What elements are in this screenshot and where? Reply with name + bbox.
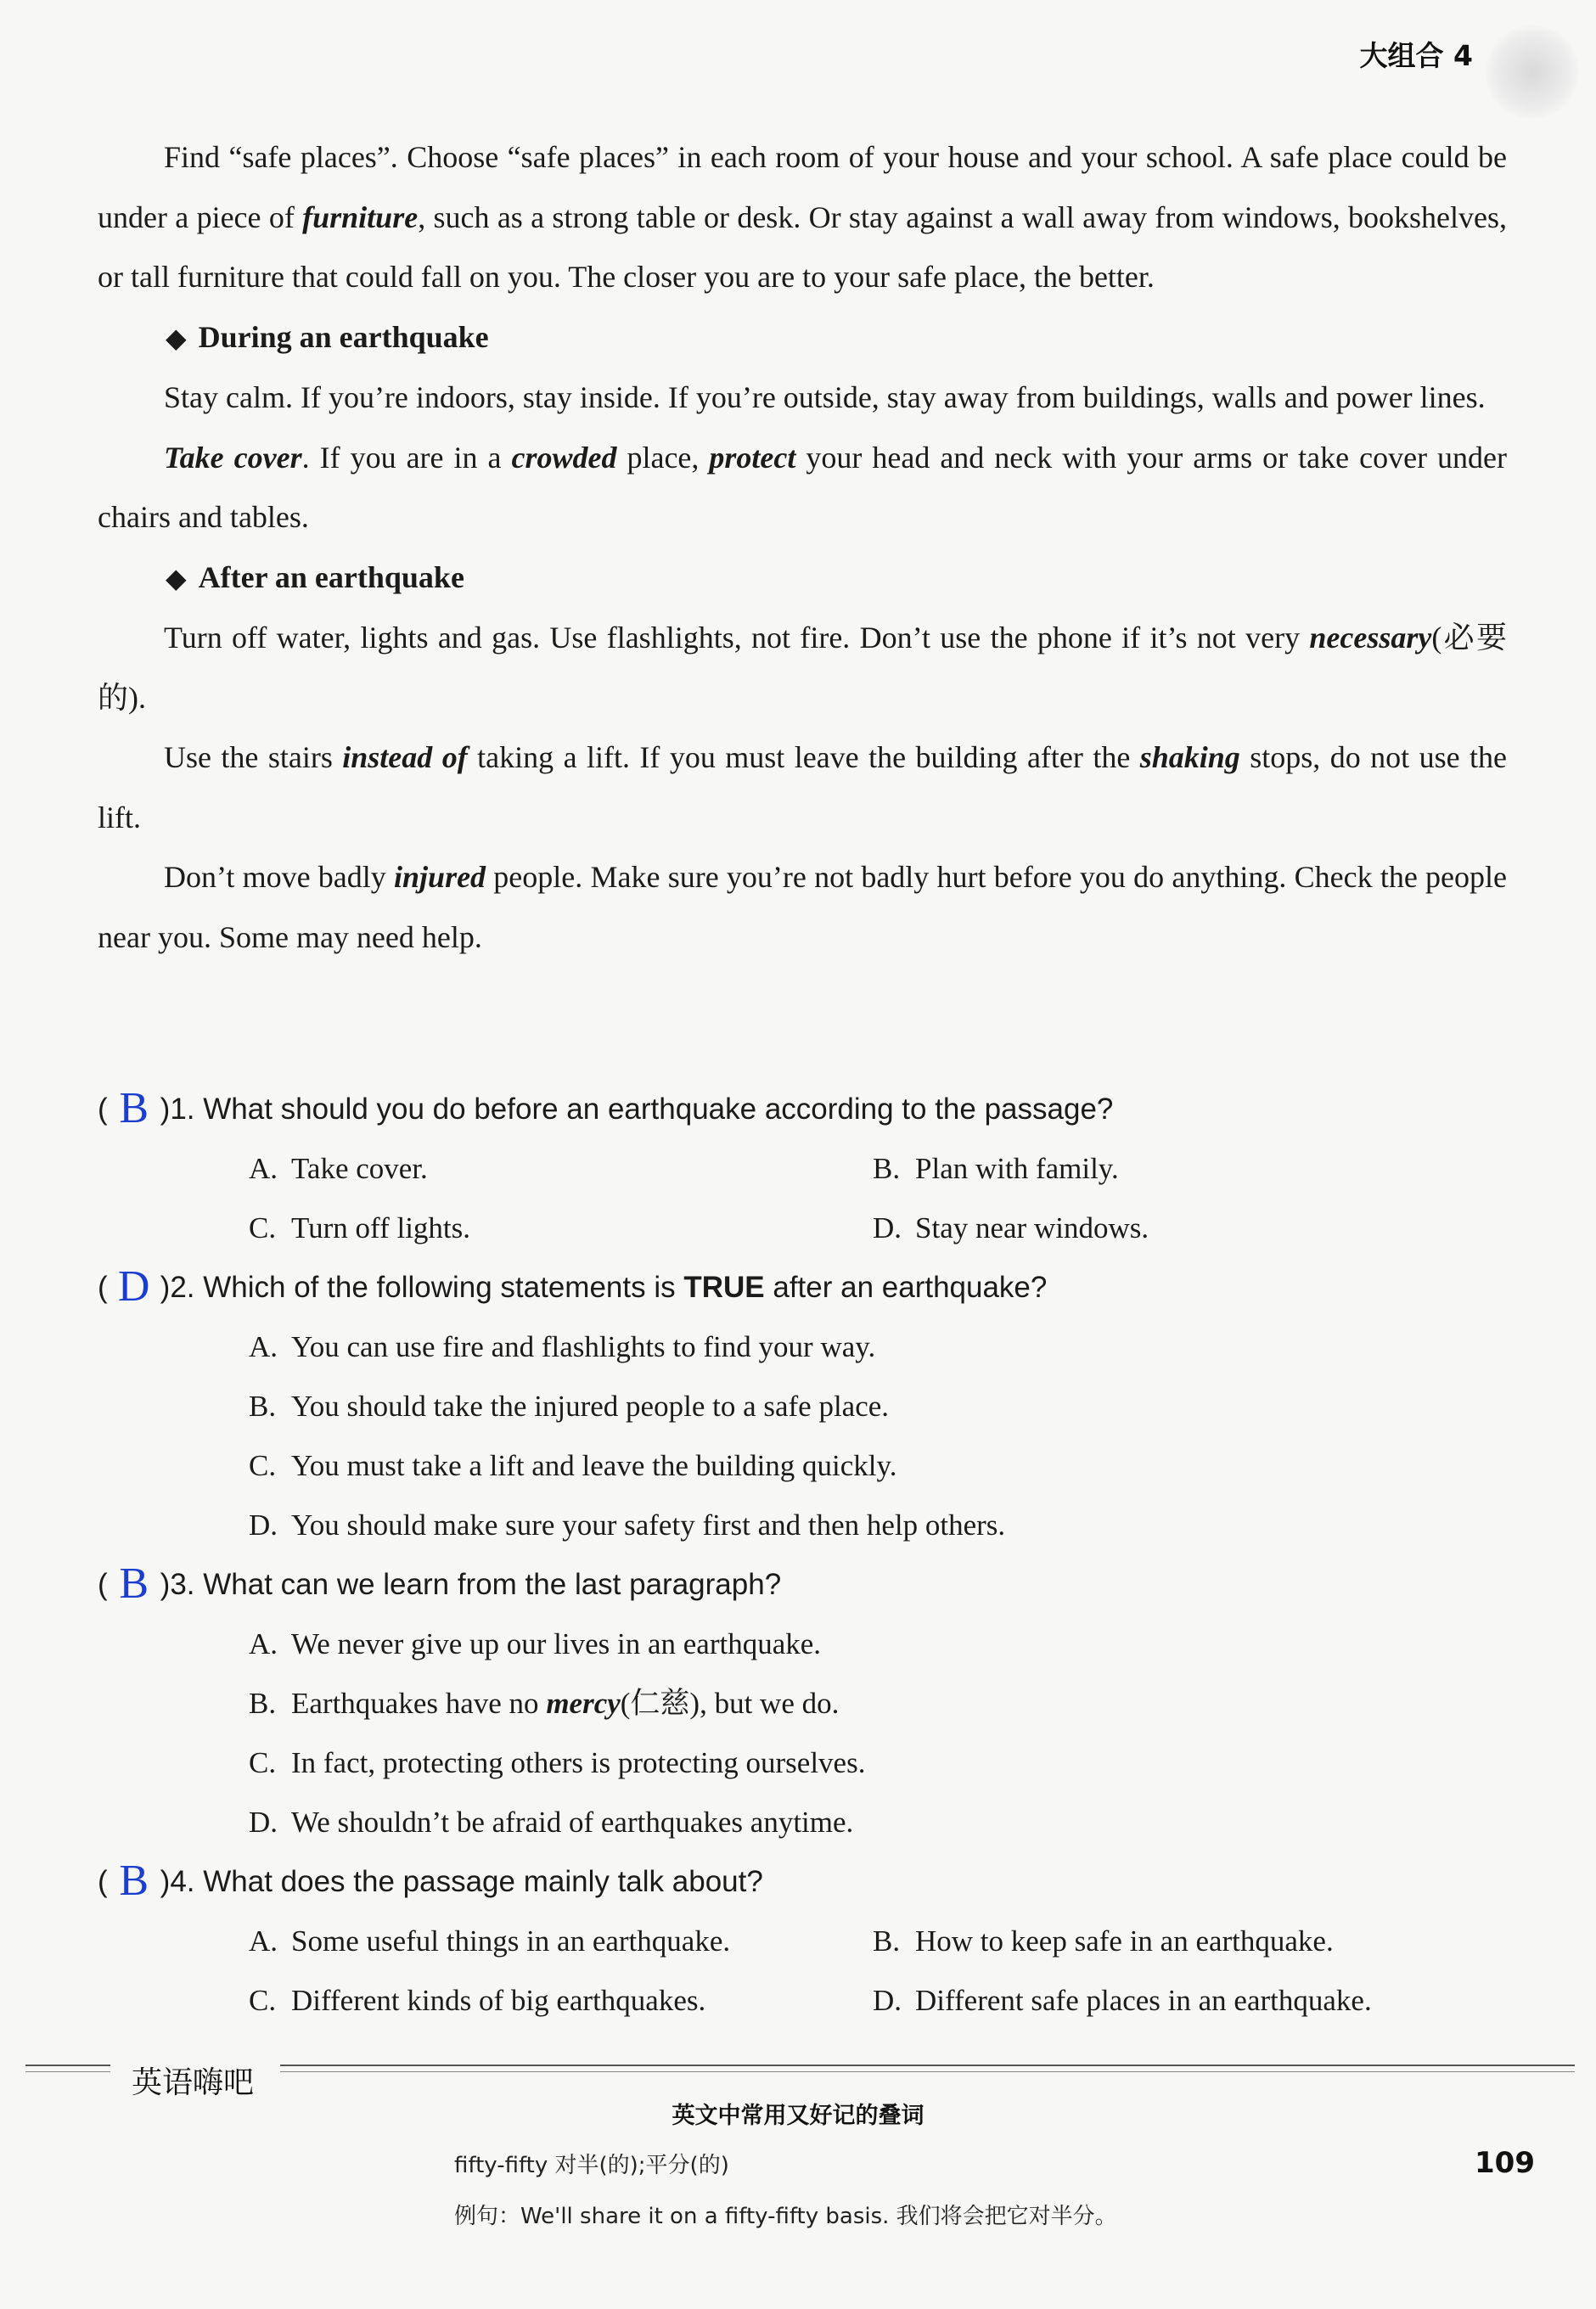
answer-mark[interactable]: B: [119, 1084, 149, 1132]
option-text: Plan with family.: [915, 1152, 1119, 1185]
footer-divider: [280, 2065, 1575, 2066]
option-text: You should make sure your safety first and then help others.: [291, 1508, 1006, 1542]
option-letter: D.: [249, 1508, 278, 1542]
question-stem: [98, 1852, 1541, 1912]
option-row: [249, 1496, 1541, 1555]
open-paren: (: [98, 1093, 108, 1126]
option-row: [249, 1317, 1541, 1377]
option-text: In fact, protecting others is protecting ourselves.: [291, 1746, 866, 1779]
option-letter: B.: [873, 1152, 901, 1185]
option-d[interactable]: [249, 1496, 1005, 1555]
footer-divider: [25, 2071, 110, 2072]
close-paren: ): [160, 1093, 171, 1126]
question-stem: [98, 1555, 1541, 1615]
question-number: 3.: [170, 1568, 195, 1601]
footer-divider: [280, 2071, 1575, 2072]
question-number: 1.: [170, 1093, 195, 1126]
open-paren: (: [98, 1271, 108, 1304]
question-text: What should you do before an earthquake according to the passage?: [203, 1093, 1114, 1126]
option-letter: B.: [249, 1687, 277, 1720]
question-text: What does the passage mainly talk about?: [203, 1865, 763, 1898]
text: your head and neck with your arms or take cover under chairs and tables.: [98, 440, 1508, 534]
question-text: Which of the following statements is: [203, 1271, 684, 1304]
option-row: [249, 1971, 1541, 2031]
text: Use the stairs: [164, 740, 343, 774]
heading-text: After an earthquake: [198, 559, 464, 594]
text: place,: [616, 440, 710, 475]
keyword: injured: [394, 860, 486, 894]
question-text: after an earthquake?: [764, 1271, 1048, 1304]
paragraph-during-2: [98, 428, 1507, 548]
option-row: [249, 1793, 1541, 1852]
option-letter: D.: [249, 1806, 278, 1839]
footer-phrase: fifty-fifty 对半(的);平分(的): [454, 2153, 729, 2178]
diamond-bullet-icon: ◆: [166, 322, 187, 353]
option-text: Different safe places in an earthquake.: [915, 1984, 1372, 2017]
option-text: Take cover.: [291, 1152, 428, 1185]
text: people. Make sure you’re not badly hurt before you do anything. Check the people near you. Some may need help.: [98, 860, 1507, 954]
keyword: Take cover: [164, 440, 302, 475]
footer-section-tag: 英语嗨吧: [132, 2065, 255, 2100]
text: Find “safe places”. Choose “safe places” in each room of your house and your school. A safe place could be under a piece of: [98, 140, 1507, 234]
option-row: [249, 1615, 1541, 1674]
option-letter: C.: [249, 1746, 277, 1779]
footer-divider: [25, 2065, 110, 2066]
option-text: You can use fire and flashlights to find your way.: [291, 1330, 876, 1363]
text: , such as a strong table or desk. Or stay against a wall away from windows, bookshelves, or tall furniture that could fall on you. The closer you are to your safe place, the better.: [98, 199, 1507, 294]
option-d[interactable]: [249, 1793, 853, 1852]
option-row: [249, 1377, 1541, 1436]
option-letter: D.: [873, 1984, 902, 2017]
option-b[interactable]: [873, 1139, 1119, 1199]
option-letter: B.: [873, 1924, 901, 1958]
option-text: How to keep safe in an earthquake.: [915, 1924, 1334, 1958]
section-label: 大组合 4: [1359, 39, 1473, 72]
open-paren: (: [98, 1865, 108, 1898]
answer-mark[interactable]: B: [119, 1559, 149, 1608]
option-c[interactable]: [249, 1199, 470, 1258]
question-text: What can we learn from the last paragraph?: [203, 1568, 782, 1601]
option-letter: C.: [249, 1211, 277, 1244]
option-letter: A.: [249, 1330, 278, 1363]
option-a[interactable]: [249, 1139, 428, 1199]
option-letter: A.: [249, 1152, 278, 1185]
corner-decoration: [1486, 25, 1579, 119]
question-number: 4.: [170, 1865, 195, 1898]
option-text: Different kinds of big earthquakes.: [291, 1984, 706, 2017]
options: [249, 1615, 1541, 1852]
option-b[interactable]: [873, 1912, 1334, 1971]
keyword: shaking: [1139, 740, 1240, 774]
option-letter: B.: [249, 1390, 277, 1423]
keyword: mercy: [546, 1687, 621, 1720]
keyword: instead of: [342, 740, 468, 774]
option-row: [249, 1436, 1541, 1496]
question-stem: [98, 1080, 1541, 1139]
text: stops, do not use the lift.: [98, 740, 1507, 834]
option-a[interactable]: [249, 1317, 875, 1377]
footer-example: 例句：We'll share it on a fifty-fifty basis. 我们将会把它对半分。: [454, 2204, 1117, 2229]
close-paren: ): [160, 1865, 171, 1898]
option-row: [249, 1733, 1541, 1793]
option-text: Stay near windows.: [915, 1211, 1149, 1244]
option-text: (仁慈), but we do.: [620, 1687, 840, 1720]
text: (必要的).: [98, 621, 1507, 715]
options: [249, 1912, 1541, 2031]
option-row: [249, 1199, 1541, 1258]
text: taking a lift. If you must leave the building after the: [467, 740, 1140, 774]
option-text: Some useful things in an earthquake.: [291, 1924, 731, 1958]
option-a[interactable]: [249, 1912, 730, 1971]
footer-title: 英文中常用又好记的叠词: [672, 2103, 924, 2129]
question-keyword: TRUE: [683, 1271, 765, 1304]
question-stem: [98, 1258, 1541, 1317]
page-number: 109: [1475, 2146, 1535, 2180]
answer-mark[interactable]: B: [119, 1857, 149, 1905]
option-text: Turn off lights.: [291, 1211, 471, 1244]
option-c[interactable]: [249, 1733, 865, 1793]
keyword: necessary: [1309, 621, 1432, 654]
close-paren: ): [160, 1271, 171, 1304]
option-c[interactable]: [249, 1971, 705, 2031]
paragraph-after-2: [98, 728, 1507, 847]
answer-mark[interactable]: D: [117, 1262, 150, 1311]
option-c[interactable]: [249, 1436, 897, 1496]
keyword: crowded: [511, 440, 617, 475]
text: Turn off water, lights and gas. Use flashlights, not fire. Don’t use the phone if it’s not very: [164, 621, 1310, 654]
heading-after: [98, 548, 1507, 609]
heading-during: [98, 307, 1507, 368]
question-list: [98, 1080, 1541, 2031]
option-text: Earthquakes have no: [291, 1687, 547, 1720]
option-letter: D.: [873, 1211, 902, 1244]
option-b[interactable]: [249, 1377, 889, 1436]
paragraph-intro: [98, 127, 1507, 307]
paragraph-after-3: [98, 847, 1507, 967]
option-letter: A.: [249, 1924, 278, 1958]
option-row: [249, 1674, 1541, 1733]
option-letter: C.: [249, 1449, 277, 1482]
option-d[interactable]: [873, 1199, 1149, 1258]
reading-passage: [98, 127, 1507, 967]
option-d[interactable]: [873, 1971, 1372, 2031]
option-text: We never give up our lives in an earthquake.: [291, 1627, 822, 1660]
diamond-bullet-icon: ◆: [166, 562, 187, 593]
option-row: [249, 1912, 1541, 1971]
option-a[interactable]: [249, 1615, 821, 1674]
option-letter: A.: [249, 1627, 278, 1660]
option-letter: C.: [249, 1984, 277, 2017]
close-paren: ): [160, 1568, 171, 1601]
keyword: furniture: [302, 199, 419, 234]
text: . If you are in a: [301, 440, 512, 475]
option-row: [249, 1139, 1541, 1199]
options: [249, 1317, 1541, 1555]
text: Don’t move badly: [164, 860, 395, 894]
keyword: protect: [709, 440, 796, 475]
option-b[interactable]: [249, 1674, 839, 1733]
heading-text: During an earthquake: [198, 319, 489, 354]
question-number: 2.: [170, 1271, 195, 1304]
option-text: You must take a lift and leave the building quickly.: [291, 1449, 897, 1482]
paragraph-during-1: Stay calm. If you’re indoors, stay inside. If you’re outside, stay away from buildings, walls and power lines.: [164, 380, 1486, 414]
option-text: We shouldn’t be afraid of earthquakes anytime.: [291, 1806, 854, 1839]
option-text: You should take the injured people to a safe place.: [291, 1390, 890, 1423]
paragraph-after-1: [98, 608, 1507, 728]
open-paren: (: [98, 1568, 108, 1601]
options: [249, 1139, 1541, 1258]
